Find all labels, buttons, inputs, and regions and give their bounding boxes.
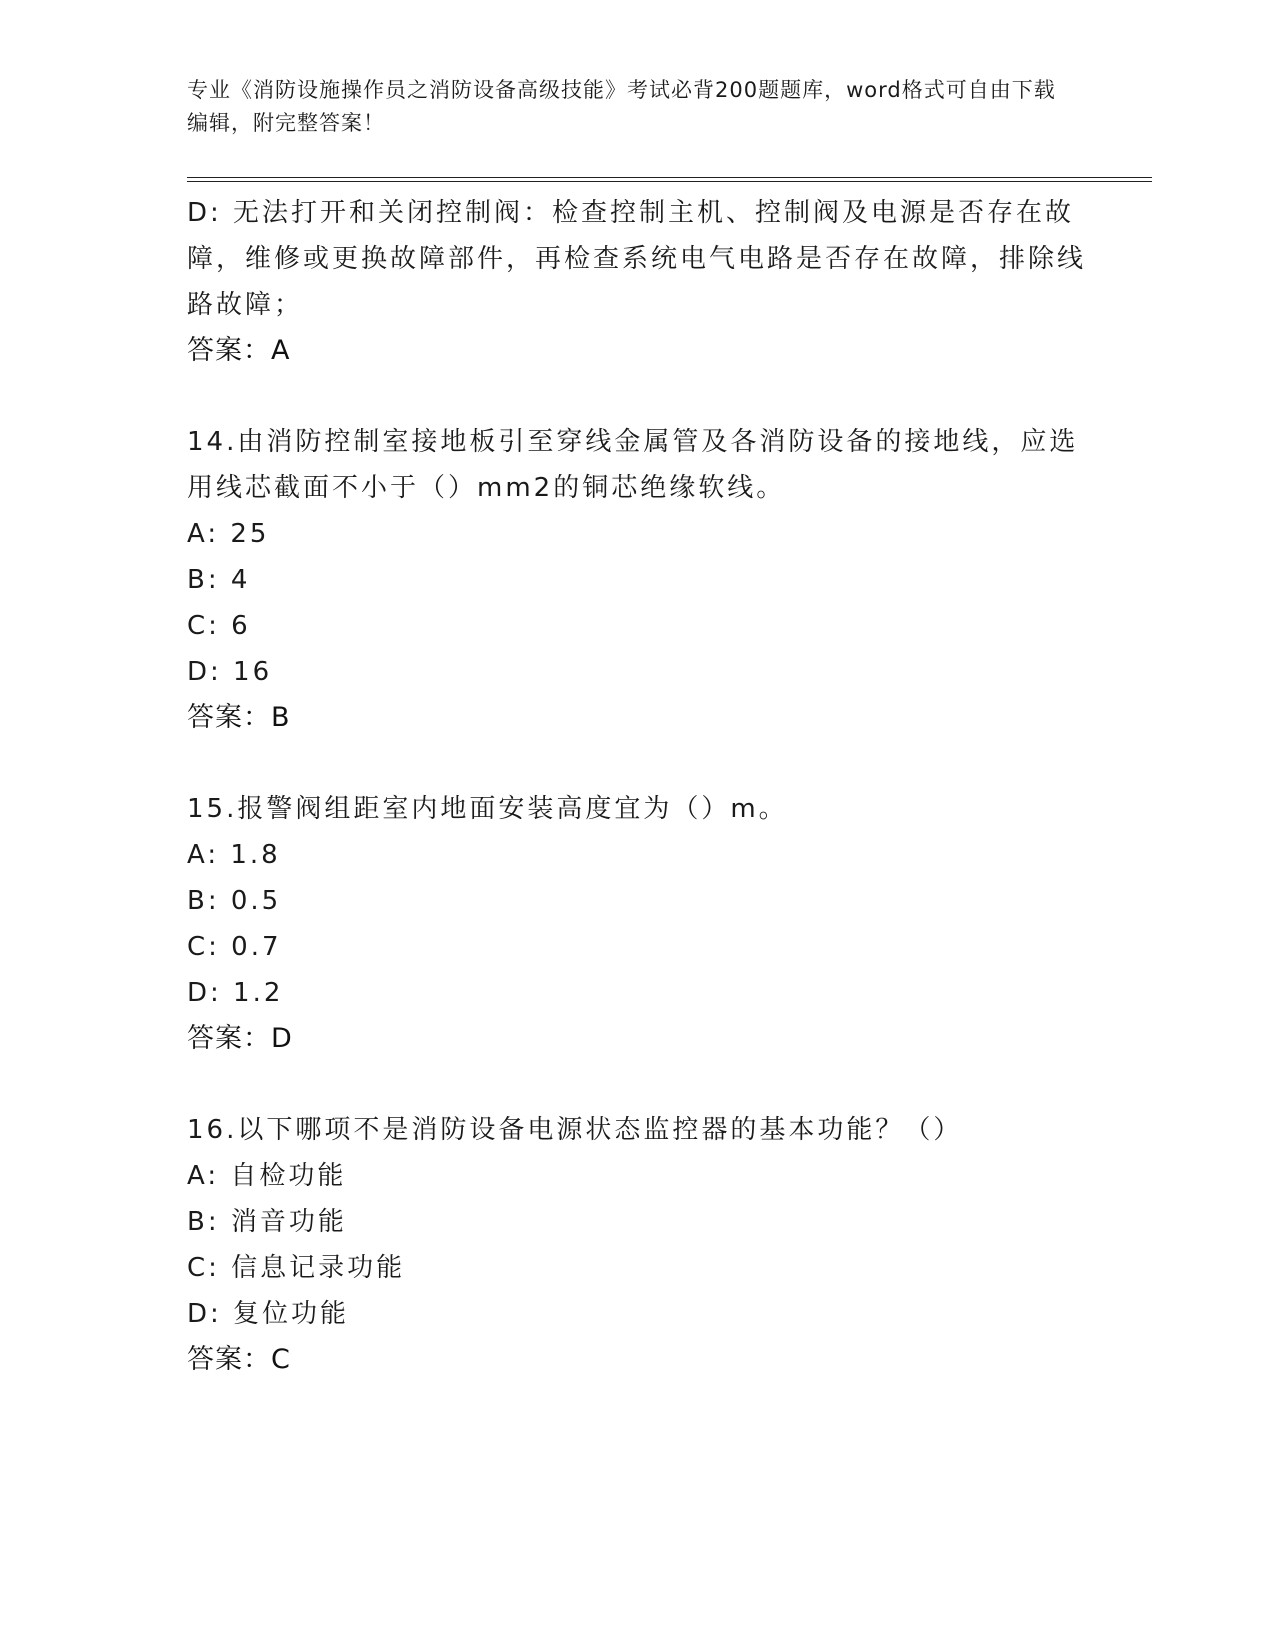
question-14-option-d: D: 16	[187, 657, 273, 687]
question-15-stem: 15.报警阀组距室内地面安装高度宜为（）m。	[187, 794, 788, 824]
question-15-option-b: B: 0.5	[187, 886, 282, 916]
header-divider	[187, 177, 1152, 182]
question-16-option-c: C: 信息记录功能	[187, 1253, 406, 1283]
question-15-option-c: C: 0.7	[187, 932, 282, 962]
question-15-answer: 答案：D	[187, 1023, 293, 1054]
question-14-option-a: A: 25	[187, 519, 270, 549]
question-16-option-b: B: 消音功能	[187, 1207, 347, 1237]
question-14-stem: 14.由消防控制室接地板引至穿线金属管及各消防设备的接地线，应选用线芯截面不小于（）mm2的铜芯绝缘软线。	[187, 427, 1079, 503]
document-body	[187, 190, 1087, 1383]
answer-13: 答案：A	[187, 335, 291, 366]
question-16	[187, 1107, 1087, 1383]
option-d-continued: D: 无法打开和关闭控制阀：检查控制主机、控制阀及电源是否存在故障，维修或更换故障部件，再检查系统电气电路是否存在故障，排除线路故障；	[187, 198, 1087, 320]
question-16-option-d: D: 复位功能	[187, 1299, 350, 1329]
question-15	[187, 786, 1087, 1062]
question-15-option-d: D: 1.2	[187, 978, 284, 1008]
question-14	[187, 419, 1087, 741]
question-14-option-b: B: 4	[187, 565, 251, 595]
question-16-option-a: A: 自检功能	[187, 1161, 347, 1191]
question-14-option-c: C: 6	[187, 611, 251, 641]
page-header: 专业《消防设施操作员之消防设备高级技能》考试必背200题题库，word格式可自由下载编辑，附完整答案！	[187, 78, 1056, 135]
question-15-option-a: A: 1.8	[187, 840, 281, 870]
question-16-answer: 答案：C	[187, 1344, 291, 1375]
question-14-answer: 答案：B	[187, 702, 291, 733]
question-16-stem: 16.以下哪项不是消防设备电源状态监控器的基本功能？（）	[187, 1115, 963, 1145]
